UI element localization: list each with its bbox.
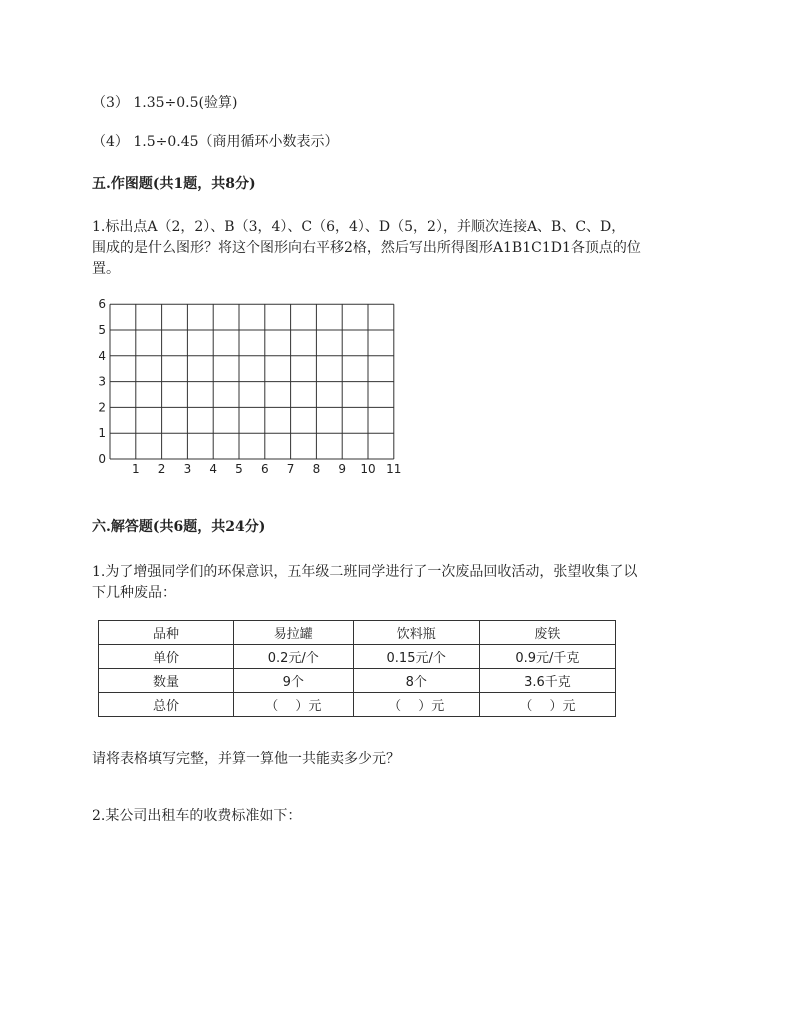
- table-cell: （ ）元: [353, 693, 479, 717]
- table-cell: 单价: [99, 645, 234, 669]
- section-6-heading: 六.解答题(共6题，共24分): [92, 519, 266, 535]
- table-header-cell: 品种: [99, 621, 234, 645]
- coordinate-grid: [92, 298, 412, 478]
- x-tick-label: 9: [338, 462, 347, 476]
- section-6-question-1-line-2: 下几种废品：: [92, 585, 176, 601]
- table-cell: 9个: [234, 669, 354, 693]
- y-tick-label: 1: [98, 426, 106, 441]
- table-cell: 数量: [99, 669, 234, 693]
- table-cell: 0.2元/个: [234, 645, 354, 669]
- x-tick-label: 3: [183, 462, 192, 476]
- table-header-row: [99, 621, 616, 645]
- table-cell: 0.9元/千克: [479, 645, 615, 669]
- question-3: （3） 1.35÷0.5(验算): [92, 95, 238, 111]
- section-5-question-1-line-1: 1.标出点A（2，2）、B（3，4）、C（6，4）、D（5，2），并顺次连接A、B、C、D，: [92, 219, 626, 235]
- x-tick-label: 8: [312, 462, 321, 476]
- y-tick-label: 6: [98, 298, 106, 312]
- table-cell: （ ）元: [234, 693, 354, 717]
- section-6-question-2: 2.某公司出租车的收费标准如下：: [92, 808, 302, 824]
- x-tick-label: 5: [235, 462, 243, 476]
- section-5-question-1: [92, 217, 704, 280]
- y-tick-label: 5: [98, 323, 106, 337]
- x-tick-label: 10: [360, 462, 376, 476]
- y-tick-label: 2: [98, 400, 106, 415]
- section-5-heading: 五.作图题(共1题，共8分): [92, 176, 256, 192]
- question-4: （4） 1.5÷0.45（商用循环小数表示）: [92, 134, 339, 150]
- table-cell: 8个: [353, 669, 479, 693]
- table-cell: 0.15元/个: [353, 645, 479, 669]
- section-5-question-1-line-3: 置。: [92, 261, 120, 277]
- table-row: [99, 693, 616, 717]
- x-tick-label: 11: [386, 462, 402, 476]
- section-6-question-1-line-1: 1.为了增强同学们的环保意识，五年级二班同学进行了一次废品回收活动，张望收集了以: [92, 564, 638, 580]
- y-tick-label: 4: [98, 348, 106, 363]
- table-row: [99, 669, 616, 693]
- section-5-question-1-line-2: 围成的是什么图形？将这个图形向右平移2格，然后写出所得图形A1B1C1D1各顶点的位: [92, 240, 641, 256]
- table-cell: 3.6千克: [479, 669, 615, 693]
- table-header-cell: 易拉罐: [234, 621, 354, 645]
- coordinate-grid-svg: [92, 298, 412, 478]
- table-header-cell: 饮料瓶: [353, 621, 479, 645]
- table-cell: （ ）元: [479, 693, 615, 717]
- section-6-question-1: [92, 562, 704, 604]
- section-6-question-1-prompt: 请将表格填写完整，并算一算他一共能卖多少元？: [92, 751, 400, 767]
- waste-price-table: [98, 620, 616, 717]
- y-tick-label: 3: [98, 374, 106, 389]
- x-tick-label: 7: [286, 462, 295, 476]
- y-tick-label: 0: [98, 452, 106, 466]
- table-header-cell: 废铁: [479, 621, 615, 645]
- table-row: [99, 645, 616, 669]
- x-tick-label: 2: [157, 462, 166, 476]
- x-tick-label: 4: [209, 462, 218, 476]
- x-tick-label: 1: [131, 462, 140, 476]
- x-tick-label: 6: [260, 462, 269, 476]
- table-cell: 总价: [99, 693, 234, 717]
